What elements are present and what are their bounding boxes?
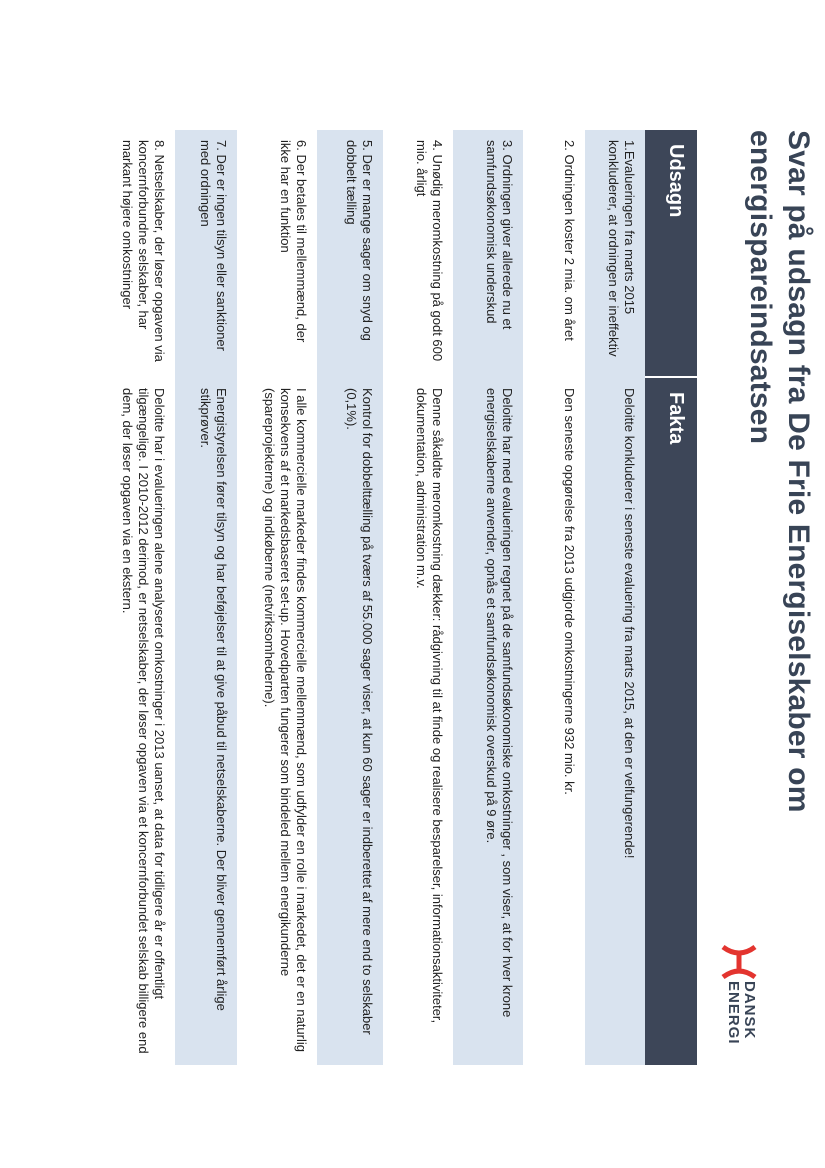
udsagn-cell: 1.Evalueringen fra marts 2015 konkluderer, at ordningen er ineffektiv (606, 140, 637, 357)
table-row (317, 130, 383, 1065)
table-row (237, 130, 317, 1065)
logo-line-2: ENERGI (725, 981, 742, 1045)
dansk-energi-logo (711, 945, 761, 1095)
udsagn-cell: 2. Ordningen koster 2 mia. om året (562, 140, 577, 341)
udsagn-cell: 7. Der er ingen tilsyn eller sanktioner med ordningen (198, 140, 229, 351)
table-row (585, 130, 645, 1065)
header-fakta: Fakta (665, 392, 687, 445)
table-row (87, 130, 175, 1065)
table-row (175, 130, 237, 1065)
fakta-cell: Kontrol for dobbelttælling på tværs af 55.000 sager viser, at kun 60 sager er indberettet af mere end to selskaber (0,1%). (344, 388, 375, 1035)
fakta-cell: Deloitte har i evalueringen alene analyseret omkostninger i 2013 uanset, at data for tidligere år er offentligt tilgængelige. I 2010-2012 derimod, er netselskaber, der løser opgaven via et koncernforbundet selskab billigere end dem, der løser opgaven via en ekstern. (120, 388, 167, 1054)
fakta-cell: Energistyrelsen fører tilsyn og har beføjelser til at give påbud til netselskaberne. Der bliver gennemført årlige stikprøver. (198, 388, 229, 1011)
facts-table (87, 130, 697, 1065)
table-row (523, 130, 585, 1065)
udsagn-cell: 4. Unødig meromkostning på godt 600 mio. årligt (414, 140, 445, 362)
udsagn-cell: 5. Der er mange sager om snyd og dobbelt tælling (344, 140, 375, 341)
table-row (453, 130, 523, 1065)
dansk-energi-logo-icon (719, 945, 759, 979)
fakta-cell: Deloitte har med evalueringen regnet på de samfundsøkonomiske omkostninger , som viser, at for hver krone energiselskaberne anvender, opnås et samfundsøkonomisk overskud på 9 øre. (484, 388, 515, 1018)
page-title: Svar på udsagn fra De Frie Energiselskaber om energispareindsatsen (744, 130, 815, 813)
logo-text (725, 981, 757, 1045)
fakta-cell: Deloitte konkluderer i seneste evaluering fra marts 2015, at den er velfungerende! (622, 388, 637, 859)
udsagn-cell: 8. Netselskaber, der løser opgaven via koncernforbundne selskaber, har markant højere omkostninger (120, 140, 167, 362)
logo-line-1: DANSK (741, 981, 758, 1040)
header-udsagn: Udsagn (645, 130, 697, 378)
fakta-cell: Den seneste opgørelse fra 2013 udgjorde omkostningerne 932 mio. kr. (562, 388, 577, 795)
udsagn-cell: 3. Ordningen giver allerede nu et samfundsøkonomisk underskud (484, 140, 515, 330)
table-header (645, 130, 697, 1065)
table-row (383, 130, 453, 1065)
fakta-cell: Denne såkaldte meromkostning dækker: rådgivning til at finde og realisere besparelser, informationsaktiviteter, dokumentation, administration m.v. (414, 388, 445, 1024)
fakta-cell: I alle kommercielle markeder findes kommercielle mellemmænd, som udfylder en rolle i markedet, det er en naturlig konsekvens af et markedsbaseret set-up. Hovedparten fungerer som bindeled mellem energikunderne (spareprojekterne) og indkøberne (netvirksomhederne). (262, 388, 309, 1052)
udsagn-cell: 6. Der betales til mellemmænd, der ikke har en funktion (278, 140, 309, 343)
